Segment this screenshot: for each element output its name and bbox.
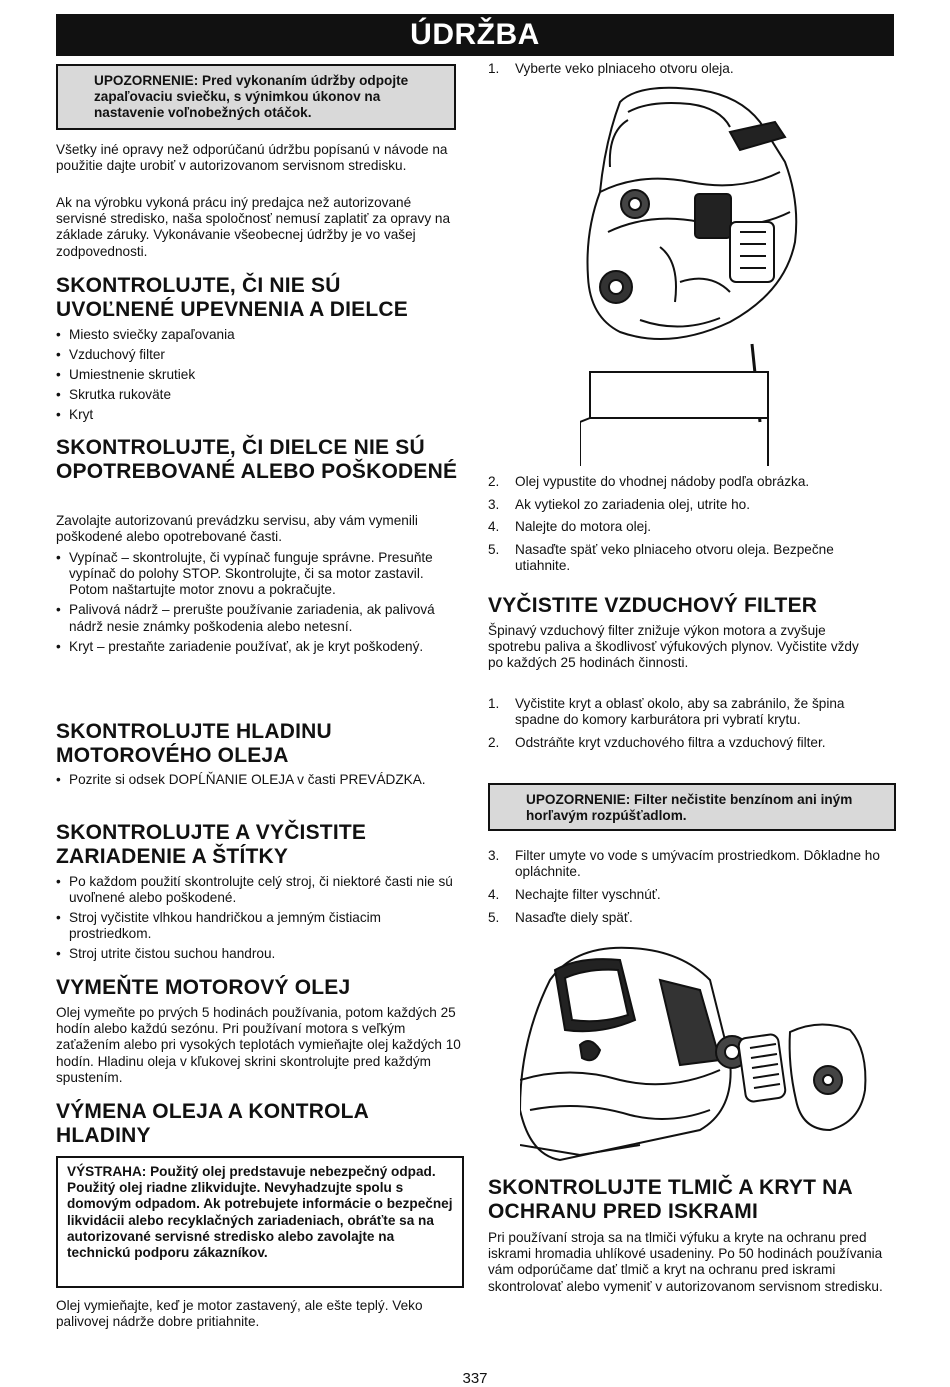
heading-change-oil: VYMEŇTE MOTOROVÝ OLEJ	[56, 976, 351, 999]
oil-steps	[488, 474, 898, 581]
step-text: Odstráňte kryt vzduchového filtra a vzduchový filter.	[515, 734, 826, 750]
heading-air-filter: VYČISTITE VZDUCHOVÝ FILTER	[488, 594, 818, 617]
air-filter-steps-b	[488, 848, 888, 932]
list-item: • Kryt – prestaňte zariadenie používať, ak je kryt poškodený.	[56, 639, 456, 655]
list-item: • Vypínač – skontrolujte, či vypínač funguje správne. Presuňte vypínač do polohy STOP. Skontrolujte, či sa motor zastavil. Potom naštartujte motor znovu a pokračujte.	[56, 550, 456, 599]
change-oil-paragraph: Olej vymeňte po prvých 5 hodinách používania, potom každých 25 hodín alebo každú sezónu. Pri používaní motora s veľkým zaťažením alebo pri vysokých teplotách vymieňajte olej každých 10 hodín. Hladinu oleja v kľukovej skrini skontrolujte pred každým spustením.	[56, 1005, 461, 1085]
worn-intro: Zavolajte autorizovanú prevádzku servisu, aby vám vymenili poškodené alebo opotrebované časti.	[56, 513, 418, 545]
list-item	[488, 519, 898, 535]
oil-step-1	[488, 61, 898, 84]
step-text: Ak vytiekol zo zariadenia olej, utrite ho.	[515, 496, 750, 512]
muffler-paragraph: Pri používaní stroja sa na tlmiči výfuku a kryte na ochranu pred iskrami hromadia uhlíkové usadeniny. Po 50 hodinách používania vám odporúčame dať tlmič a kryt na ochranu pred iskrami skontrolovať alebo vymeniť v autorizovanom servisnom stredisku.	[488, 1230, 883, 1294]
step-text: Nechajte filter vyschnúť.	[515, 886, 661, 902]
list-item	[488, 497, 898, 513]
loose-parts-list	[56, 327, 464, 427]
step-text: Vyberte veko plniaceho otvoru oleja.	[515, 61, 734, 76]
list-item	[488, 735, 925, 751]
step-number: 4.	[488, 519, 500, 535]
step-number: 1.	[488, 61, 500, 76]
step-text: Olej vypustite do vhodnej nádoby podľa obrázka.	[515, 474, 810, 489]
list-item	[488, 910, 888, 926]
heading-muffler: SKONTROLUJTE TLMIČ A KRYT NA OCHRANU PRED ISKRAMI	[488, 1176, 853, 1223]
oil-level-list	[56, 772, 436, 792]
step-text: Nasaďte diely späť.	[515, 909, 633, 925]
list-item	[488, 474, 898, 490]
air-filter-steps-a	[488, 696, 888, 758]
step-number: 2.	[488, 734, 500, 750]
list-item	[488, 848, 888, 880]
air-filter-illustration	[520, 940, 870, 1162]
intro-paragraph-2: Ak na výrobku vykoná prácu iný predajca než autorizované servisné stredisko, naša spoločnosť nemusí zaplatiť za opravy na základe záruky. Vykonávanie všeobecnej údržby je vo vašej zodpovednosti.	[56, 195, 451, 259]
step-text: Vyčistite kryt a oblasť okolo, aby sa zabránilo, že špina spadne do komory karburátora pri vybratí krytu.	[515, 696, 845, 728]
list-item	[488, 696, 888, 728]
step-text: Filter umyte vo vode s umývacím prostriedkom. Dôkladne ho opláchnite.	[515, 848, 880, 880]
list-item: • Umiestnenie skrutiek	[56, 367, 464, 383]
page-number: 337	[462, 1370, 488, 1387]
warning-used-oil: VÝSTRAHA: Použitý olej predstavuje nebezpečný odpad. Použitý olej riadne zlikvidujte. Nevyhadzujte spolu s domovým odpadom. Ak potrebujete informácie o bezpečnej likvidácii alebo recyklačných zariadeniach, obráťte sa na autorizované servisné stredisko alebo zavolajte na technickú podporu zákazníkov.	[56, 1156, 464, 1288]
warning-filter: UPOZORNENIE: Filter nečistite benzínom ani iným horľavým rozpúšťadlom.	[488, 783, 896, 831]
clean-list	[56, 874, 456, 966]
heading-oil-replace: VÝMENA OLEJA A KONTROLA HLADINY	[56, 1100, 369, 1147]
page-title: ÚDRŽBA	[56, 14, 894, 56]
list-item: • Miesto sviečky zapaľovania	[56, 327, 464, 343]
list-item	[488, 61, 898, 77]
list-item: • Stroj utrite čistou suchou handrou.	[56, 946, 456, 962]
list-item: • Kryt	[56, 407, 464, 423]
list-item: • Skrutka rukoväte	[56, 387, 464, 403]
list-item	[488, 542, 865, 574]
oil-final-paragraph: Olej vymieňajte, keď je motor zastavený, ale ešte teplý. Veko palivovej nádrže dobre pritiahnite.	[56, 1298, 423, 1330]
list-item: • Palivová nádrž – prerušte používanie zariadenia, ak palivová nádrž nesie známky poškodenia alebo netesní.	[56, 602, 456, 634]
step-number: 5.	[488, 542, 500, 558]
list-item: • Vzduchový filter	[56, 347, 464, 363]
list-item	[488, 887, 888, 903]
step-text: Nalejte do motora olej.	[515, 519, 652, 535]
worn-parts-list	[56, 550, 456, 659]
oil-drain-illustration	[580, 82, 800, 466]
intro-paragraph-1: Všetky iné opravy než odporúčanú údržbu popísanú v návode na použitie dajte urobiť v autorizovanom servisnom stredisku.	[56, 142, 448, 174]
step-number: 3.	[488, 496, 500, 512]
step-number: 1.	[488, 696, 500, 711]
step-number: 5.	[488, 909, 500, 925]
list-item: • Po každom použití skontrolujte celý stroj, či niektoré časti nie sú uvoľnené alebo poškodené.	[56, 874, 456, 906]
heading-loose-parts: SKONTROLUJTE, ČI NIE SÚ UVOĽNENÉ UPEVNENIA A DIELCE	[56, 274, 408, 321]
list-item: • Pozrite si odsek DOPĹŇANIE OLEJA v časti PREVÁDZKA.	[56, 772, 436, 788]
heading-worn-parts: SKONTROLUJTE, ČI DIELCE NIE SÚ OPOTREBOVANÉ ALEBO POŠKODENÉ	[56, 436, 458, 483]
heading-clean: SKONTROLUJTE A VYČISTITE ZARIADENIE A ŠTÍTKY	[56, 821, 367, 868]
step-number: 4.	[488, 886, 500, 902]
list-item: • Stroj vyčistite vlhkou handričkou a jemným čistiacim prostriedkom.	[56, 910, 456, 942]
heading-oil-level: SKONTROLUJTE HLADINU MOTOROVÉHO OLEJA	[56, 720, 332, 767]
warning-maintenance: UPOZORNENIE: Pred vykonaním údržby odpojte zapaľovaciu sviečku, s výnimkou úkonov na nastavenie voľnobežných otáčok.	[56, 64, 456, 130]
air-filter-paragraph: Špinavý vzduchový filter znižuje výkon motora a zvyšuje spotrebu paliva a škodlivosť výfukových plynov. Vyčistite vždy po každých 25 hodinách činnosti.	[488, 623, 859, 671]
step-number: 3.	[488, 848, 500, 863]
step-number: 2.	[488, 474, 500, 489]
step-text: Nasaďte späť veko plniaceho otvoru oleja. Bezpečne utiahnite.	[515, 542, 834, 574]
